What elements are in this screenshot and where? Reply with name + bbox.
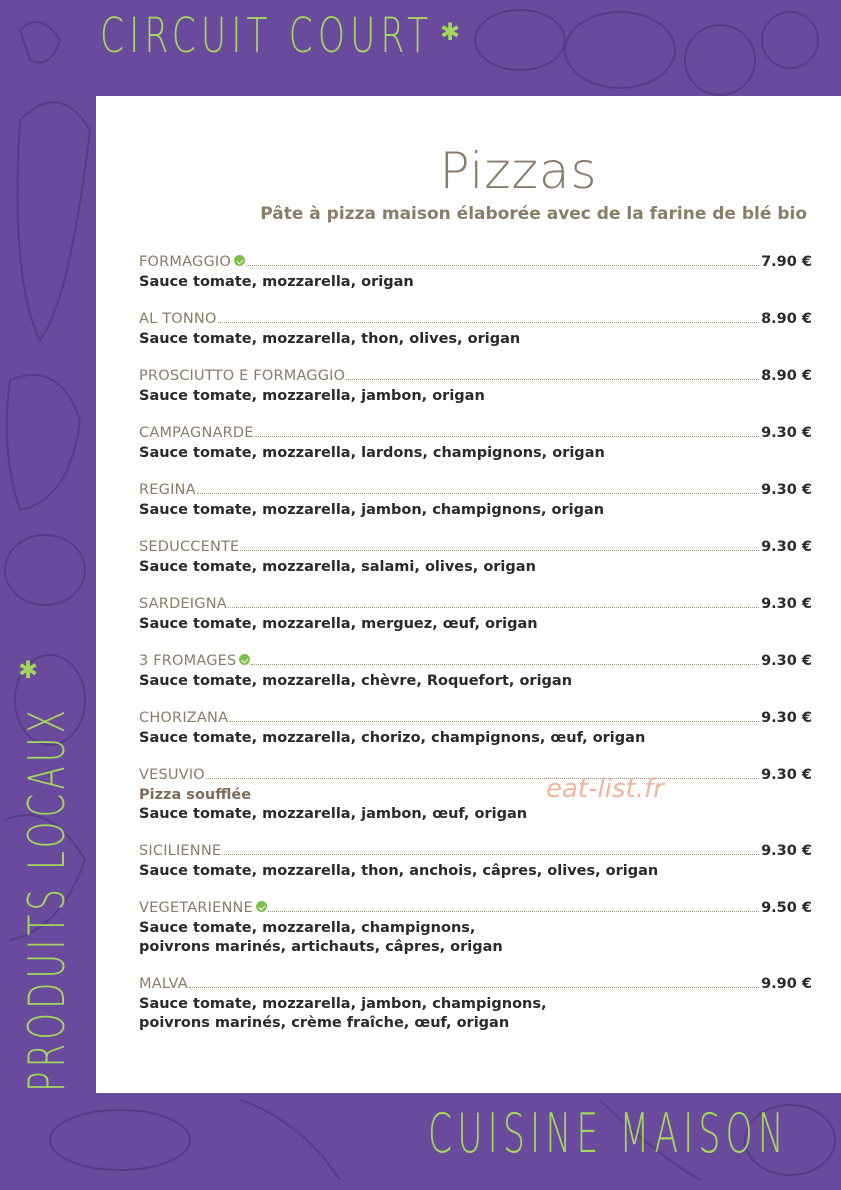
star-icon: ✱	[18, 656, 39, 684]
menu-item-header	[139, 596, 812, 615]
item-description: poivrons marinés, artichauts, câpres, origan	[139, 939, 503, 955]
dot-leader	[218, 322, 759, 323]
item-description: Sauce tomate, mozzarella, thon, anchois, câpres, olives, origan	[139, 863, 659, 879]
item-name: MALVA	[139, 976, 188, 992]
item-price: 9.50 €	[761, 900, 812, 916]
item-price: 9.30 €	[761, 596, 812, 612]
vegetarian-icon	[234, 255, 245, 266]
menu-item	[139, 767, 812, 824]
watermark: eat-list.fr	[546, 774, 664, 804]
item-note: Pizza soufflée	[139, 787, 252, 803]
menu-item	[139, 653, 812, 691]
menu-items-list	[139, 254, 812, 1052]
menu-item-header	[139, 767, 812, 786]
item-description: Sauce tomate, mozzarella, champignons,	[139, 920, 476, 936]
dot-leader	[251, 664, 759, 665]
menu-item	[139, 843, 812, 881]
menu-item-header	[139, 653, 812, 672]
menu-item	[139, 596, 812, 634]
item-description: Sauce tomate, mozzarella, jambon, origan	[139, 388, 485, 404]
menu-item	[139, 976, 812, 1033]
item-price: 9.30 €	[761, 482, 812, 498]
item-price: 9.30 €	[761, 710, 812, 726]
item-name: CHORIZANA	[139, 710, 229, 726]
item-description: Sauce tomate, mozzarella, salami, olives, origan	[139, 559, 536, 575]
item-description: Sauce tomate, mozzarella, origan	[139, 274, 414, 290]
menu-item-header	[139, 311, 812, 330]
item-name: VEGETARIENNE	[139, 900, 253, 916]
brand-circuit-court: CIRCUIT COURT	[100, 8, 434, 64]
dot-leader	[189, 987, 759, 988]
menu-item-header	[139, 482, 812, 501]
page-title: Pizzas	[439, 142, 598, 200]
menu-item-header	[139, 900, 812, 919]
item-name: PROSCIUTTO E FORMAGGIO	[139, 368, 346, 384]
item-description: Sauce tomate, mozzarella, thon, olives, origan	[139, 331, 521, 347]
menu-item-header	[139, 539, 812, 558]
item-name: REGINA	[139, 482, 196, 498]
item-name: 3 FROMAGES	[139, 653, 237, 669]
item-price: 8.90 €	[761, 368, 812, 384]
item-description: Sauce tomate, mozzarella, chèvre, Roquefort, origan	[139, 673, 573, 689]
dot-leader	[229, 721, 759, 722]
item-description: Sauce tomate, mozzarella, jambon, champignons,	[139, 996, 547, 1012]
dot-leader	[222, 854, 759, 855]
item-description: Sauce tomate, mozzarella, lardons, champignons, origan	[139, 445, 605, 461]
menu-item	[139, 425, 812, 463]
item-description: Sauce tomate, mozzarella, jambon, œuf, origan	[139, 806, 528, 822]
dot-leader	[197, 493, 759, 494]
star-icon: ✱	[440, 18, 461, 46]
menu-item	[139, 311, 812, 349]
item-description: Sauce tomate, mozzarella, chorizo, champignons, œuf, origan	[139, 730, 646, 746]
menu-item	[139, 368, 812, 406]
item-description: Sauce tomate, mozzarella, jambon, champignons, origan	[139, 502, 605, 518]
item-name: CAMPAGNARDE	[139, 425, 254, 441]
item-name: AL TONNO	[139, 311, 217, 327]
item-price: 9.90 €	[761, 976, 812, 992]
item-price: 9.30 €	[761, 843, 812, 859]
vegetarian-icon	[239, 654, 250, 665]
dot-leader	[246, 265, 759, 266]
brand-produits-locaux: PRODUITS LOCAUX	[18, 705, 76, 1092]
menu-item	[139, 254, 812, 292]
menu-item	[139, 482, 812, 520]
menu-item-header	[139, 368, 812, 387]
item-name: SARDEIGNA	[139, 596, 227, 612]
item-name: FORMAGGIO	[139, 254, 231, 270]
dot-leader	[228, 607, 759, 608]
item-price: 7.90 €	[761, 254, 812, 270]
vegetarian-icon	[256, 901, 267, 912]
item-name: SEDUCCENTE	[139, 539, 240, 555]
menu-item-header	[139, 254, 812, 273]
dot-leader	[255, 436, 759, 437]
item-name: SICILIENNE	[139, 843, 222, 859]
item-description: poivrons marinés, crème fraîche, œuf, origan	[139, 1015, 510, 1031]
menu-item-header	[139, 425, 812, 444]
item-description: Sauce tomate, mozzarella, merguez, œuf, origan	[139, 616, 538, 632]
menu-item	[139, 900, 812, 957]
menu-item-header	[139, 843, 812, 862]
dot-leader	[346, 379, 759, 380]
dot-leader	[206, 778, 759, 779]
dot-leader	[240, 550, 759, 551]
page-subtitle: Pâte à pizza maison élaborée avec de la farine de blé bio	[260, 204, 807, 224]
menu-card	[96, 96, 841, 1093]
item-price: 9.30 €	[761, 425, 812, 441]
item-name: VESUVIO	[139, 767, 205, 783]
menu-item-header	[139, 710, 812, 729]
menu-item-header	[139, 976, 812, 995]
item-price: 8.90 €	[761, 311, 812, 327]
menu-item	[139, 710, 812, 748]
brand-cuisine-maison: CUISINE MAISON	[428, 1102, 789, 1165]
dot-leader	[268, 911, 759, 912]
item-price: 9.30 €	[761, 539, 812, 555]
item-price: 9.30 €	[761, 767, 812, 783]
item-price: 9.30 €	[761, 653, 812, 669]
menu-item	[139, 539, 812, 577]
